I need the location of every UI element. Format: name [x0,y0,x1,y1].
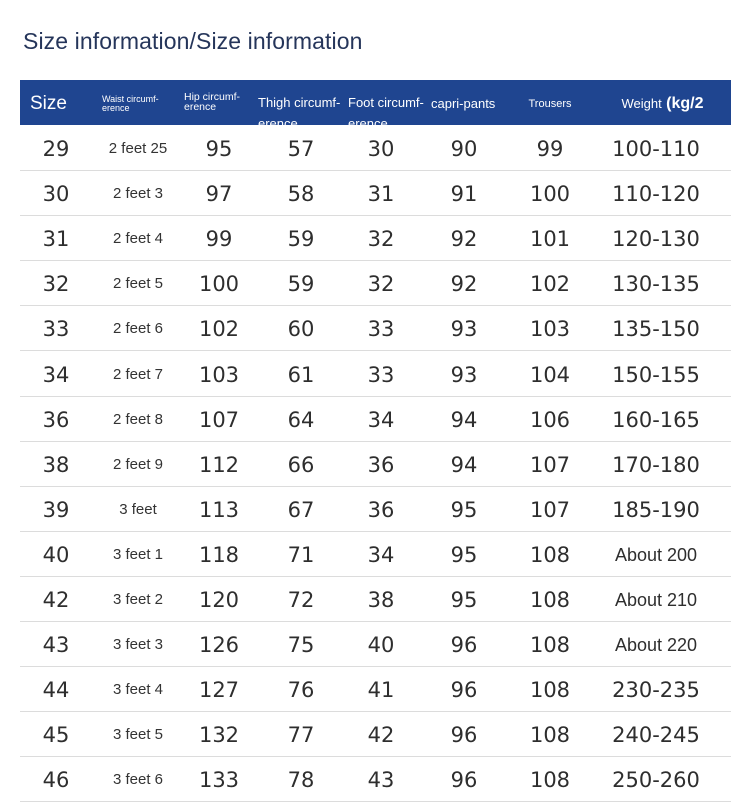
cell-thigh: 58 [287,182,315,207]
table-row [20,442,731,487]
cell-weight: 100-110 [612,137,700,161]
cell-capri: 96 [450,678,478,703]
cell-waist: 2 feet 7 [112,365,164,383]
cell-capri: 96 [450,633,478,658]
cell-thigh: 66 [287,452,315,477]
cell-capri: 91 [450,182,478,207]
cell-foot: 32 [367,227,395,252]
cell-thigh: 72 [287,588,315,612]
cell-capri: 90 [450,137,478,161]
header-weight-label: Weight [621,96,662,111]
cell-waist: 2 feet 25 [108,140,168,157]
cell-size: 33 [42,317,70,342]
cell-waist: 2 feet 9 [112,455,164,473]
cell-thigh: 78 [287,768,315,793]
header-foot: Foot circumf-erence [348,95,424,131]
cell-hip: 102 [198,317,240,342]
cell-foot: 42 [367,723,395,748]
table-row [20,261,731,306]
table-row [20,352,731,397]
cell-trousers: 107 [529,497,571,522]
cell-size: 45 [42,723,70,748]
table-row [20,487,731,532]
table-header [20,80,731,131]
page-title: Size information/Size information [23,28,363,54]
cell-weight: About 220 [614,635,698,656]
cell-waist: 3 feet 5 [112,726,164,744]
cell-thigh: 64 [287,407,315,432]
cell-hip: 95 [205,137,233,161]
cell-waist: 3 feet [119,500,157,518]
cell-hip: 100 [198,272,240,297]
cell-hip: 112 [198,452,240,477]
cell-trousers: 108 [529,678,571,703]
cell-capri: 95 [450,497,478,522]
cell-capri: 95 [450,588,478,612]
cell-foot: 36 [367,497,395,522]
cell-hip: 120 [198,588,240,612]
table-row [20,171,731,216]
table-row [20,216,731,261]
cell-foot: 33 [367,362,395,387]
cell-size: 44 [42,678,70,703]
cell-hip: 97 [205,182,233,207]
cell-trousers: 100 [529,182,571,207]
cell-thigh: 57 [287,137,315,161]
cell-waist: 2 feet 5 [112,275,164,293]
header-weight [600,80,725,125]
cell-trousers: 108 [529,633,571,658]
cell-weight: About 200 [614,544,698,565]
cell-weight: 135-150 [612,317,700,342]
header-thigh: Thigh circumf-erence [258,95,341,131]
cell-trousers: 104 [529,362,571,387]
cell-trousers: 103 [529,317,571,342]
table-row [20,667,731,712]
cell-trousers: 108 [529,723,571,748]
cell-foot: 36 [367,452,395,477]
cell-waist: 3 feet 6 [112,771,164,789]
cell-foot: 40 [367,633,395,658]
cell-weight: About 210 [614,590,698,610]
cell-trousers: 106 [529,407,571,432]
header-trousers: Trousers [528,98,572,110]
cell-weight: 230-235 [612,678,700,703]
cell-capri: 94 [450,452,478,477]
cell-capri: 94 [450,407,478,432]
cell-thigh: 61 [287,362,315,387]
cell-waist: 2 feet 6 [112,320,164,338]
cell-waist: 3 feet 2 [112,591,164,608]
cell-hip: 133 [198,768,240,793]
cell-thigh: 77 [287,723,315,748]
cell-capri: 93 [450,317,478,342]
cell-waist: 2 feet 4 [112,230,164,248]
cell-foot: 34 [367,542,395,567]
cell-foot: 31 [367,182,395,207]
cell-hip: 99 [205,227,233,252]
cell-size: 31 [42,227,70,252]
cell-size: 29 [42,137,70,161]
cell-foot: 32 [367,272,395,297]
cell-waist: 2 feet 8 [112,410,164,428]
cell-waist: 2 feet 3 [112,185,164,203]
cell-trousers: 99 [536,137,564,161]
cell-size: 46 [42,768,70,793]
cell-hip: 132 [198,723,240,748]
cell-foot: 33 [367,317,395,342]
cell-hip: 127 [198,678,240,703]
cell-hip: 118 [198,542,240,567]
header-hip: Hip circumf-erence [184,91,241,113]
cell-hip: 126 [198,633,240,658]
cell-foot: 30 [367,137,395,161]
cell-thigh: 59 [287,272,315,297]
table-row [20,712,731,757]
cell-size: 42 [42,588,70,612]
header-waist: Waist circumf-erence [102,94,159,113]
cell-foot: 43 [367,768,395,793]
cell-size: 34 [42,362,70,387]
table-row [20,397,731,442]
cell-trousers: 108 [529,768,571,793]
cell-trousers: 101 [529,227,571,252]
cell-waist: 3 feet 4 [112,681,164,699]
header-weight-unit: (kg/2 [666,95,704,112]
cell-size: 32 [42,272,70,297]
cell-thigh: 71 [287,542,315,567]
table-row [20,532,731,577]
table-row [20,622,731,667]
cell-capri: 96 [450,723,478,748]
cell-capri: 92 [450,272,478,297]
cell-foot: 41 [367,678,395,703]
cell-weight: 250-260 [612,768,700,793]
cell-capri: 93 [450,362,478,387]
cell-weight: 110-120 [612,182,700,207]
cell-thigh: 60 [287,317,315,342]
cell-waist: 3 feet 3 [112,636,164,654]
cell-capri: 92 [450,227,478,252]
cell-size: 40 [42,542,70,567]
cell-thigh: 76 [287,678,315,703]
table-row [20,306,731,351]
table-row [20,757,731,802]
cell-hip: 113 [198,497,240,522]
table-row [20,126,731,171]
cell-weight: 240-245 [612,723,700,748]
cell-trousers: 102 [529,272,571,297]
table-row [20,577,731,622]
cell-thigh: 59 [287,227,315,252]
cell-foot: 38 [367,588,395,612]
cell-weight: 120-130 [612,227,700,252]
cell-capri: 96 [450,768,478,793]
cell-hip: 103 [198,362,240,387]
cell-size: 36 [42,407,70,432]
cell-weight: 185-190 [612,497,700,522]
cell-thigh: 67 [287,497,315,522]
cell-size: 43 [42,633,70,658]
cell-hip: 107 [198,407,240,432]
cell-foot: 34 [367,407,395,432]
cell-size: 39 [42,497,70,522]
header-size: Size [30,93,67,114]
cell-weight: 130-135 [612,272,700,297]
cell-thigh: 75 [287,633,315,658]
cell-waist: 3 feet 1 [112,545,164,563]
cell-trousers: 107 [529,452,571,477]
cell-weight: 170-180 [612,452,700,477]
cell-capri: 95 [450,542,478,567]
cell-size: 38 [42,452,70,477]
cell-weight: 160-165 [612,407,700,432]
cell-trousers: 108 [529,588,571,612]
cell-trousers: 108 [529,542,571,567]
cell-weight: 150-155 [612,362,700,387]
cell-size: 30 [42,182,70,207]
header-capri: capri-pants [431,96,496,111]
